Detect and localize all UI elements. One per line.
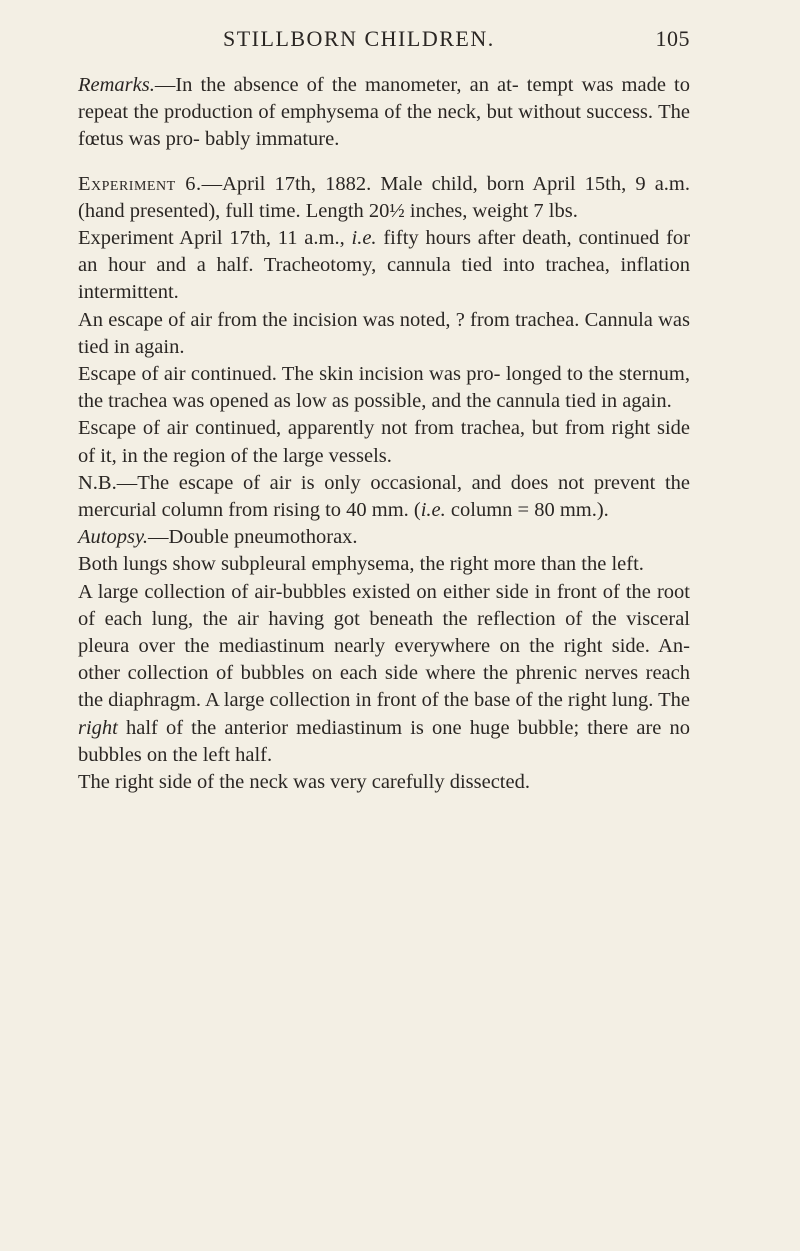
paragraph-escape-3: Escape of air continued, apparently not from trachea, but from right side of it, in the region of the large vessels.: [78, 417, 690, 467]
remarks-lead: Remarks.: [78, 74, 155, 96]
paragraph-escape-2: Escape of air continued. The skin incision was pro- longed to the sternum, the trachea was opened as low as possible, and the cannula tied in again.: [78, 363, 690, 413]
nb-ie: i.e.: [420, 499, 446, 522]
running-head: [78, 26, 690, 60]
autopsy-text: —Double pneumothorax.: [148, 526, 358, 549]
paragraph-experiment-date: [78, 225, 690, 307]
body-text: [78, 72, 690, 796]
running-title: STILLBORN CHILDREN.: [223, 26, 495, 51]
paragraph-remarks: [78, 72, 690, 154]
nb-text-b: column = 80 mm.).: [445, 499, 609, 522]
remarks-text: —In the absence of the manometer, an at- tempt was made to repeat the production of emphysema of the neck, but without success. The fœtus was pro- bably immature.: [78, 74, 690, 151]
nb-text-a: N.B.—The escape of air is only occasional, and does not prevent the mercurial column from rising to 40 mm. (: [78, 471, 690, 522]
experiment-date-text-a: Experiment April 17th, 11 a.m.,: [78, 227, 352, 250]
bubbles-text-a: A large collection of air-bubbles existed on either side in front of the root of each lung, the air having got beneath the reflection of the visceral pleura over the mediastinum nearly everywhere on the right side. An- other collection of bubbles on each side where the phrenic nerves reach the diaphragm. A large collection in front of the base of the right lung. The: [78, 580, 690, 712]
page-number: 105: [655, 26, 690, 51]
experiment-text: —April 17th, 1882. Male child, born April 15th, 9 a.m. (hand presented), full time. Length 20½ inches, weight 7 lbs.: [78, 172, 690, 222]
paragraph-bubbles: [78, 579, 690, 769]
paragraph-lungs: Both lungs show subpleural emphysema, the right more than the left.: [78, 553, 644, 576]
paragraph-neck: The right side of the neck was very carefully dissected.: [78, 771, 530, 794]
bubbles-text-b: half of the anterior mediastinum is one huge bubble; there are no bubbles on the left half.: [78, 716, 690, 766]
experiment-date-ie: i.e.: [351, 227, 377, 250]
experiment-lead: Experiment 6.: [78, 172, 202, 195]
experiment-date-text-b: fifty hours after death, continued for an hour and a half. Tracheotomy, cannula tied into trachea, inflation intermittent.: [78, 227, 690, 304]
paragraph-experiment-heading: [78, 171, 690, 225]
paragraph-nb: [78, 470, 690, 524]
autopsy-lead: Autopsy.: [78, 526, 149, 549]
bubbles-right: right: [78, 716, 118, 739]
paragraph-autopsy: [78, 524, 690, 551]
paragraph-escape-1: An escape of air from the incision was noted, ? from trachea. Cannula was tied in again.: [78, 308, 690, 358]
